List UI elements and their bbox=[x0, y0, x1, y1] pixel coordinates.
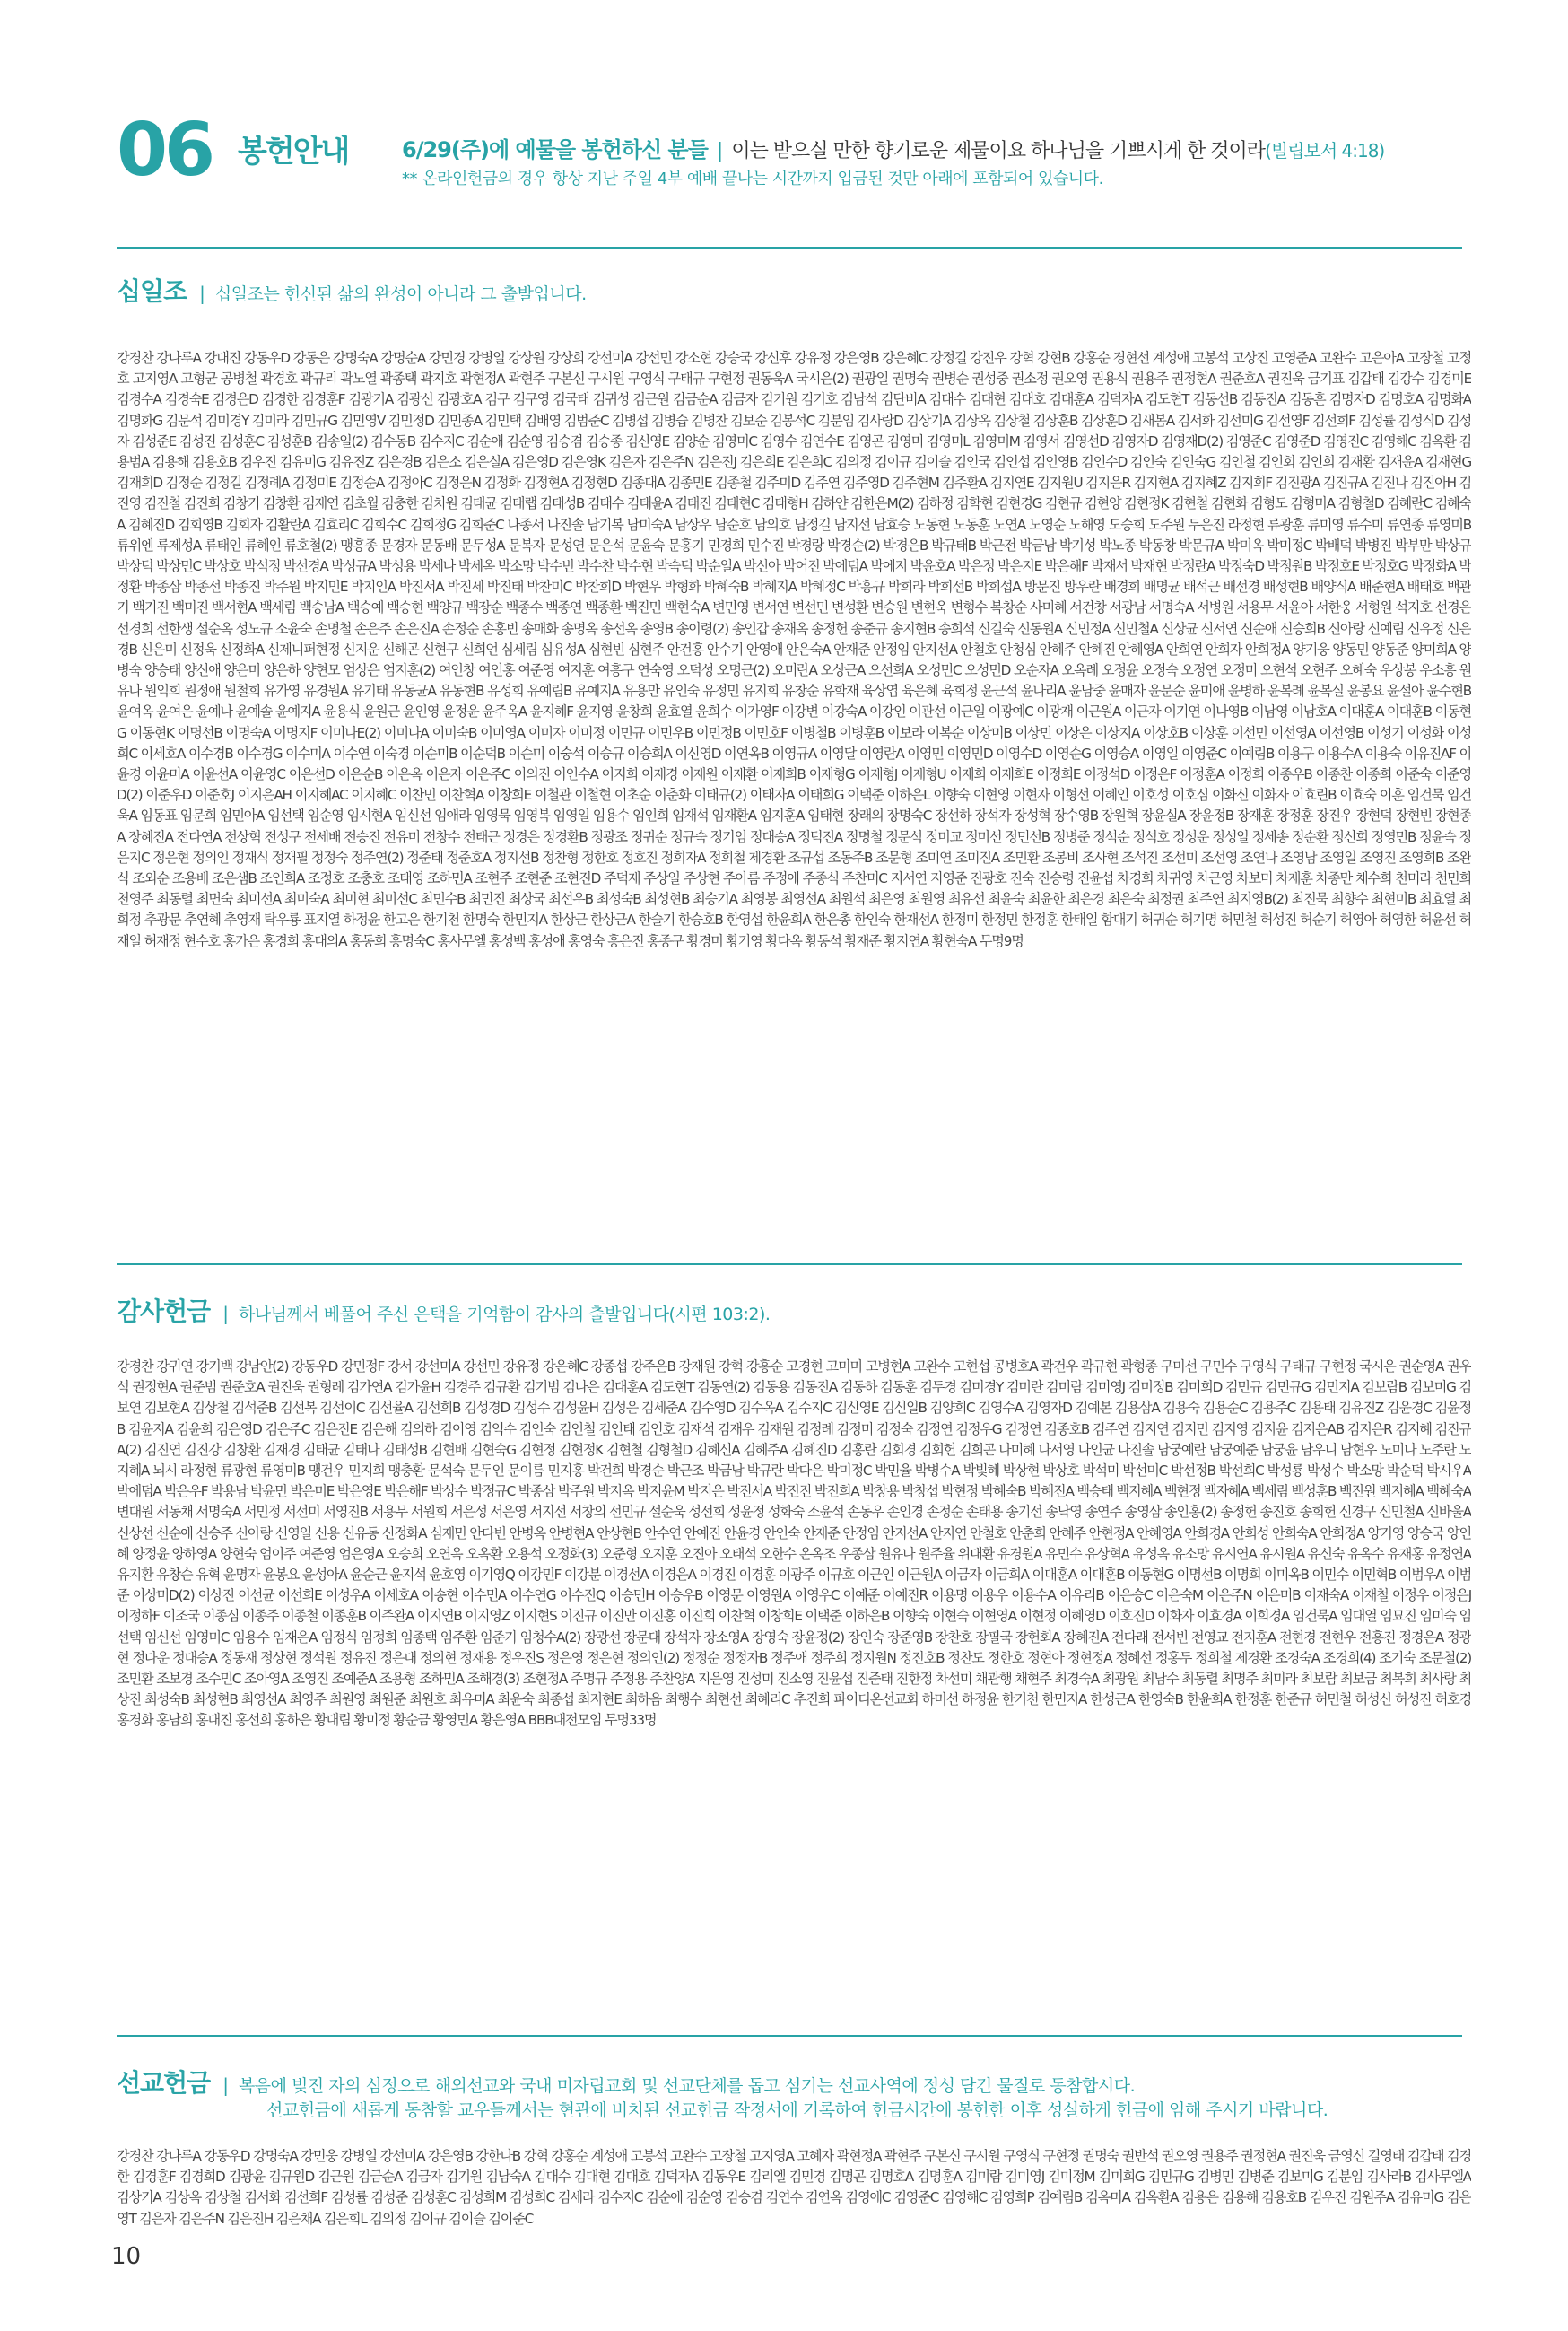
tithe-description: 십일조는 헌신된 삶의 완성이 아니라 그 출발입니다. bbox=[214, 284, 587, 304]
divider-line bbox=[117, 247, 1462, 249]
mission-names: 강경찬 강나루A 강동우D 강명숙A 강민웅 강병일 강선미A 강은영B 강한나B 강혁 강홍순 계성애 고봉석 고완수 고장철 고지영A 고혜자 곽현정A 곽현주 구본신 구시원 구영식 구현정 권명숙 권반석 권오영 권용주 권정현A 권진욱 금영신 길영태 김갑태 김경한 김경훈F 김경희D 김광윤 김규원D 김근원 김금순A 김금자 김기원 김남숙A 김대수 김대현 김대호 김덕자A 김동우E 김리엘 김민경 김명곤 김명호A 김명훈A 김미람 김미영J 김미정M 김미희G 김민규G 김병민 김병준 김보미G 김분임 김사라B 김사무엘A 김상기A 김상옥 김상철 김서화 김선희F 김성률 김성준 김성훈C 김성희M 김성희C 김세라 김수지C 김순애 김순영 김승겸 김연수 김연옥 김영애C 김영준C 김영해C 김영희P 김예림B 김옥미A 김옥환A 김용은 김용해 김용호B 김우진 김원주A 김유미G 김은영T 김은자 김은주N 김은진H 김은채A 김은희L 김의정 김이규 김이슬 김이준C bbox=[117, 2148, 1471, 2227]
mission-separator: | bbox=[222, 2074, 228, 2096]
verse-reference: (빌립보서 4:18) bbox=[1265, 140, 1385, 162]
thanks-title: 감사헌금 bbox=[117, 1296, 211, 1326]
offering-date-line bbox=[402, 132, 1384, 163]
page-number: 10 bbox=[111, 2243, 142, 2270]
mission-description-2: 선교헌금에 새롭게 동참할 교우들께서는 현관에 비치된 선교헌금 작정서에 기록하여 헌금시간에 봉헌한 이후 성실하게 헌금에 임해 주시기 바랍니다. bbox=[266, 2100, 1328, 2120]
header-separator: | bbox=[716, 140, 723, 162]
online-offering-note: ** 온라인헌금의 경우 항상 지난 주일 4부 예배 끝나는 시간까지 입금된 것만 아래에 포함되어 있습니다. bbox=[402, 170, 1103, 188]
section-number: 06 bbox=[117, 108, 213, 193]
tithe-separator: | bbox=[199, 283, 205, 304]
divider-line bbox=[117, 2035, 1462, 2037]
page-header bbox=[117, 108, 1471, 202]
mission-description-1: 복음에 빚진 자의 심정으로 해외선교와 국내 미자립교회 및 선교단체를 돕고 섬기는 선교사역에 정성 담긴 물질로 동참합시다. bbox=[238, 2076, 1136, 2096]
mission-title: 선교헌금 bbox=[117, 2068, 211, 2098]
thanks-names: 강경찬 강귀연 강기백 강남안(2) 강동우D 강민정F 강서 강선미A 강선민 강유정 강은혜C 강종섭 강주은B 강재원 강혁 강홍순 고경현 고미미 고병현A 고완수 고현섭 공병호A 곽건우 곽규현 곽형종 구미선 구민수 구영식 구태규 구현정 국시은 권순영A 권우석 권정현A 권준범 권준호A 권진욱 권형례 김가연A 김가윤H 김경주 김규환 김기범 김나은 김대훈A 김도현T 김동연(2) 김동용 김동진A 김동하 김동훈 김두경 김미경Y 김미란 김미람 김미영J 김미정B 김미희D 김민규 김민규G 김민지A 김보람B 김보미G 김보연 김보현A 김상철 김석준B 김선복 김선이C 김선율A 김선희B 김성경D 김성수 김성윤H 김성은 김세준A 김수영D 김수옥A 김수지C 김신영E 김신일B 김양희C 김영수A 김영자D 김예본 김용삼A 김용숙 김용순C 김용주C 김용태 김유진Z 김윤경C 김윤정B 김윤지A 김윤희 김은영D 김은주C 김은진E 김은해 김의하 김이영 김익수 김인숙 김인철 김인태 김인호 김재석 김재우 김재원 김정례 김정미 김정숙 김정연 김정우G 김정연 김종호B 김주연 김지연 김지민 김지영 김지윤 김지은AB 김지은R 김지혜 김진규A(2) 김진연 김진강 김창환 김재경 김태균 김태나 김태성B 김현배 김현숙G 김현정 김현정K 김현철 김형철D 김혜신A 김혜주A 김혜진D 김홍란 김회경 김회헌 김희곤 나미혜 나서영 나인균 나진솔 남궁예란 남궁예준 남궁윤 남우니 남현우 노미나 노주란 노지혜A 뇌시 라정현 류광현 류영미B 맹건우 민지희 맹충환 문석숙 문두인 문이름 민지홍 박건희 박경순 박근조 박금남 박규란 박다은 박미정C 박민율 박병수A 박빛혜 박상현 박상호 박석미 박선미C 박선정B 박선희C 박성룡 박성수 박소망 박순덕 박시우A 박에덤A 박은우F 박용남 박윤민 박은미E 박은영E 박은해F 박상수 박정규C 박종삼 박주원 박지옥 박지윤M 박지은 박진서A 박진진 박진희A 박창용 박창섭 박현정 박혜숙B 박혜진A 백승태 백지혜A 백현정 백자혜A 백세림 백성훈B 백진원 백지혜A 백혜숙A 변대원 서동채 서명숙A 서민정 서선미 서영진B 서용무 서원희 서은성 서은영 서지선 서창의 선민규 설순욱 성선희 성윤정 성화숙 소윤석 손동우 손인경 손정순 손태용 송기선 송낙영 송연주 송영삼 송인홍(2) 송정헌 송진호 송희헌 신경구 신민철A 신바울A 신상선 신순애 신승주 신아랑 신영일 신용 신유동 신정화A 심재민 안다빈 안병옥 안병현A 안상현B 안수연 안예진 안윤경 안인숙 안재준 안정임 안지선A 안지연 안철호 안춘희 안혜주 안현정A 안혜영A 안희경A 안희성 안희숙A 안희정A 양기영 양승국 양인혜 양정윤 양하영A 양현숙 엄이주 여준영 엄은영A 오승희 오연옥 오옥환 오용석 오정화(3) 오준형 오지훈 오진아 오태석 오한수 온옥조 우종삼 원유나 원주율 위대환 유경원A 유민수 유상혁A 유성옥 유소망 유시연A 유시원A 유신숙 유옥수 유재홍 유정연A 유지환 유창순 유혁 윤명자 윤봉요 윤성아A 윤순근 윤지석 윤호영 이기영Q 이강민F 이강분 이경선A 이경은A 이경진 이경훈 이광주 이규호 이근인 이근원A 이금자 이금희A 이대훈A 이대훈B 이동현G 이명선B 이명희 이미옥B 이민수 이민혁B 이범우A 이범준 이상미D(2) 이상진 이선균 이선희E 이성우A 이세호A 이송현 이수민A 이수연G 이수진Q 이승민H 이승우B 이영문 이영원A 이영우C 이예준 이예진R 이용명 이용우 이용수A 이유리B 이은승C 이은숙M 이은주N 이은미B 이재숙A 이재철 이정우 이정은J 이정하F 이조국 이종심 이종주 이종철 이종훈B 이주완A 이지연B 이지영Z 이지현S 이진규 이진만 이진홍 이진희 이찬혁 이창희E 이택준 이하은B 이향숙 이현숙 이현영A 이현정 이혜영D 이호진D 이화자 이효경A 이희경A 임건묵A 임대열 임묘진 임미숙 임선택 임신선 임영미C 임용수 임재은A 임정식 임정희 임종택 임주환 임준기 임청수A(2) 장광선 장문대 장석자 장소영A 장영숙 장윤정(2) 장인숙 장준영B 장찬호 장필국 장헌회A 장혜진A 전다래 전서빈 전영교 전지훈A 전현경 전현우 전홍진 정경은A 정광현 정다운 정대승A 정동재 정상현 정석원 정유진 정은대 정의현 정재용 정우진S 정은영 정은현 정의인(2) 정정순 정정자B 정주애 정주희 정지원N 정진호B 정찬도 정한호 정현아 정현정A 정혜선 정홍두 정희철 제경환 조경숙A 조경희(4) 조기숙 조문철(2) 조민환 조보경 조수민C 조아영A 조영진 조예준A 조용형 조하민A 조해경(3) 조현정A 주명규 주정용 주찬양A 지은영 진성미 진소영 진윤섭 진준태 진한정 차선미 채관행 채현주 최경숙A 최광원 최남수 최동렬 최명주 최미라 최보람 최보금 최복희 최사랑 최상진 최성숙B 최성현B 최영선A 최영주 최원영 최원준 최원호 최유미A 최윤숙 최종섭 최지현E 최하음 최행수 최현선 최혜리C 추진희 파이디온선교회 하미선 하정윤 한기천 한민지A 한성근A 한영숙B 한윤희A 한정훈 한준규 허민철 허성신 허성진 허호경 홍경화 홍남희 홍대진 홍선희 홍하은 황대림 황미정 황순금 황영민A 황은영A BBB대전모임 무명33명 bbox=[117, 1358, 1471, 1729]
page-title: 봉헌안내 bbox=[238, 134, 349, 170]
offering-date-title: 6/29(주)에 예물을 봉헌하신 분들 bbox=[402, 137, 708, 162]
tithe-section-title bbox=[117, 272, 587, 308]
thanks-description: 하나님께서 베풀어 주신 은택을 기억함이 감사의 출발입니다(시편 103:2). bbox=[238, 1305, 771, 1324]
thanks-section-title bbox=[117, 1292, 770, 1328]
mission-section-title bbox=[117, 2064, 1135, 2100]
tithe-names: 강경찬 강나루A 강대진 강동우D 강동은 강명숙A 강명순A 강민경 강병일 강상원 강상희 강선미A 강선민 강소현 강승국 강신후 강유정 강은영B 강은혜C 강정길 강진우 강혁 강현B 강홍순 경현선 계성애 고봉석 고상진 고영준A 고완수 고은아A 고장철 고정호 고지영A 고형균 공병철 곽경호 곽규리 곽노열 곽종택 곽지호 곽현정A 곽현주 구본신 구시원 구영식 구태규 구현정 권동욱A 국시은(2) 권광일 권명숙 권병순 권성중 권소정 권오영 권용식 권용주 권정현A 권준호A 권진욱 금기표 김갑태 김강수 김경미E 김경수A 김경숙E 김경은D 김경한 김경훈F 김광기A 김광신 김광호A 김구 김구영 김국태 김귀성 김근원 김금순A 김금자 김기원 김기호 김남석 김단비A 김대수 김대현 김대호 김대훈A 김덕자A 김도현T 김동선B 김동진A 김동훈 김명자D 김명호A 김명화A 김명화G 김문석 김미경Y 김미라 김민규G 김민영V 김민정D 김민종A 김민택 김배영 김범준C 김병섭 김병습 김병찬 김보순 김봉석C 김분임 김사랑D 김상기A 김상옥 김상철 김상훈B 김상훈D 김새봄A 김서화 김선미G 김선영F 김선희F 김성률 김성식D 김성자 김성준E 김성진 김성훈C 김성훈B 김송일(2) 김수동B 김수지C 김순애 김순영 김승겸 김승종 김신영E 김양순 김영미C 김영수 김연수E 김영곤 김영미 김영미L 김영미M 김영서 김영선D 김영자D 김영재D(2) 김영준C 김영준D 김영진C 김영해C 김옥환 김용범A 김용해 김용호B 김우진 김유미G 김유진Z 김은경B 김은소 김은실A 김은영D 김은영K 김은자 김은주N 김은진J 김은희E 김은희C 김의정 김이규 김이슬 김인국 김인섭 김인영B 김인수D 김인숙 김인숙G 김인철 김인회 김인희 김재환 김재윤A 김재현G 김재희D 김정순 김정길 김정례A 김정미E 김정순A 김정아C 김정은N 김정화 김정현A 김정현D 김종대A 김종민E 김종철 김주미D 김주연 김주영D 김주현M 김주환A 김지연E 김지원U 김지은R 김지현A 김지혜Z 김지희F 김진광A 김진규A 김진나 김진아H 김진영 김진철 김진희 김창기 김창환 김재연 김초월 김충한 김치원 김태균 김태랩 김태성B 김태수 김태윤A 김태진 김태현C 김태형H 김하얀 김한은M(2) 김하정 김학현 김현경G 김현규 김현양 김현정K 김현철 김현화 김형도 김형미A 김형철D 김혜란C 김혜숙A 김혜진D 김회영B 김회자 김활란A 김효리C 김희수C 김희정G 김희준C 나종서 나진솔 남기복 남미숙A 남상우 남순호 남의호 남정길 남지선 남효승 노동현 노동훈 노연A 노영순 노해영 도승희 도주원 두은진 라정현 류광훈 류미영 류수미 류연종 류영미B 류위엔 류제성A 류태인 류혜인 류호철(2) 맹흥종 문경자 문동배 문두성A 문복자 문성연 문은석 문윤숙 문홍기 민경희 민수진 박경랑 박경순(2) 박경은B 박규태B 박근전 박금남 박기성 박노종 박동창 박문규A 박미옥 박미정C 박배덕 박병진 박부만 박상규 박상덕 박상민C 박상호 박석정 박선경A 박성규A 박성용 박세나 박세옥 박소망 박수빈 박수찬 박수현 박숙덕 박순일A 박신아 박어진 박에덤A 박에지 박윤호A 박은정 박은지E 박은해F 박재서 박재현 박정란A 박정숙D 박정원B 박정호E 박정호G 박정화A 박정환 박종삼 박종선 박종진 박주원 박지민E 박지인A 박진서A 박진세 박진태 박찬미C 박찬희D 박현우 박형화 박혜숙B 박혜지A 박혜정C 박홍규 박희라 박희선B 박희섭A 방문진 방우란 배경희 배명균 배석근 배선경 배성현B 배양식A 배준현A 배태호 백관기 백기진 백미진 백서현A 백세림 백승남A 백승예 백승현 백양규 백장순 백종수 백종연 백종환 백진민 백현숙A 변민영 변서연 변선민 변성환 변승원 변현욱 변형수 복창순 사미혜 서건창 서광남 서명숙A 서병원 서용무 서윤아 서한웅 서형원 석지호 선경은 선경희 선한생 설순옥 성노규 소윤숙 손명철 손은주 손은진A 손정순 손홍빈 송매화 송명옥 송선옥 송영B 송이령(2) 송인갑 송재옥 송정헌 송준규 송지현B 송희석 신길숙 신동원A 신민정A 신민철A 신상균 신서연 신순애 신승희B 신아랑 신예림 신유정 신은경B 신은미 신정욱 신정화A 신제니퍼현정 신지운 신해곤 신현구 신희언 심세림 심유성A 심현빈 심현주 안건홍 안수기 안영애 안은숙A 안재준 안정임 안지선A 안철호 안청심 안혜주 안혜진 안혜영A 안희연 안희자 안희정A 양기웅 양동민 양동준 양미희A 양병숙 양승태 양신애 양은미 양은하 양현모 엄상은 엄지훈(2) 여인창 여인홍 여준영 여지훈 여흥구 연숙영 오덕성 오명근(2) 오미란A 오상근A 오선희A 오성민C 오성민D 오순자A 오옥례 오정윤 오정숙 오정연 오정미 오현석 오현주 오혜숙 우상봉 우소흥 원유나 원익희 원정애 원철희 유가영 유경원A 유기태 유동균A 유동현B 유성희 유예림B 유예지A 유용만 유인숙 유정민 유지희 유창순 유학재 육상엽 육은혜 육희정 윤근석 윤나리A 윤남중 윤매자 윤문순 윤미애 윤병하 윤복례 윤복실 윤봉요 윤설아 윤수현B 윤여옥 윤여은 윤예나 윤예솔 윤예지A 윤용식 윤원근 윤인영 윤정윤 윤주옥A 윤지혜F 윤지영 윤창희 윤효열 윤희수 이가영F 이강변 이강숙A 이강인 이관선 이근일 이광예C 이광재 이근원A 이근자 이기연 이나영B 이남영 이남호A 이대훈A 이대훈B 이동현G 이동현K 이명선B 이명숙A 이명지F 이미나E(2) 이미나A 이미숙B 이미영A 이미자 이미정 이민규 이민우B 이민정B 이민호F 이병철B 이병훈B 이보라 이복순 이상미B 이상민 이상은 이상지A 이상호B 이상훈 이선민 이선영A 이선영B 이성기 이성화 이성희C 이세호A 이수경B 이수경G 이수미A 이수연 이숙경 이순미B 이순덕B 이순미 이숭석 이승규 이승희A 이신영D 이연옥B 이영규A 이영달 이영란A 이영민 이영민D 이영수D 이영순G 이영승A 이영일 이영준C 이예림B 이용구 이용수A 이용숙 이유진AF 이윤경 이윤미A 이윤선A 이윤영C 이은선D 이은순B 이은옥 이은자 이은주C 이의진 이인수A 이지희 이재경 이재원 이재환 이재희B 이재형G 이재형J 이재형U 이재희 이재희E 이정희E 이정석D 이정은F 이정훈A 이정희 이종우B 이종찬 이종희 이준숙 이준영D(2) 이준우D 이준호J 이지은AH 이지혜AC 이지혜C 이찬민 이찬혁A 이창희E 이철관 이철현 이초순 이춘화 이태규(2) 이태자A 이태희G 이택준 이하은L 이향숙 이현영 이현자 이형선 이혜인 이호성 이호심 이화신 이화자 이효린B 이효숙 이훈 임건묵 임건욱A 임동표 임문희 임민아A 임선택 임순영 임시현A 임신선 임애라 임영묵 임영복 임영일 임용수 임인희 임재석 임재환A 임지훈A 임태현 장래의 장명숙C 장선하 장석자 장성혁 장수영B 장원혁 장윤실A 장윤정B 장재훈 장정훈 장진우 장현덕 장현빈 장현종A 장혜진A 전다연A 전상혁 전성구 전세배 전승진 전유미 전창수 전태근 정경은 정경환B 정광조 정귀순 정규숙 정기임 정대승A 정덕진A 정명철 정문석 정미교 정미선 정민선B 정병준 정석순 정석호 정성운 정성일 정세송 정순환 정신희 정영민B 정윤숙 정은지C 정은현 정의인 정재식 정재필 정정숙 정주연(2) 정준태 정준호A 정지선B 정찬형 정한호 정호진 정희자A 정희철 제경환 조규섭 조동주B 조문형 조미연 조미진A 조민환 조봉비 조사현 조석진 조선미 조선영 조연나 조영남 조영일 조영진 조영희B 조완식 조외순 조용배 조은샘B 조인희A 조정호 조충호 조태영 조하민A 조현주 조현준 조현진D 주덕재 주상일 주상현 주아름 주정애 주종식 주찬미C 지서연 지영준 진광호 진숙 진승령 진윤섭 차경희 차귀영 차근영 차보미 차재훈 차종만 채수희 천미라 천민희 천영주 최동렬 최면숙 최미선A 최미숙A 최미현 최미선C 최민수B 최민진 최상국 최선우B 최성숙B 최성현B 최승기A 최영봉 최영선A 최원석 최은영 최원영 최유선 최윤숙 최윤한 최은경 최은숙 최정권 최주연 최지영B(2) 최진묵 최향수 최현미B 최효열 최희정 추광문 추연혜 추영재 탁우룡 표지열 하정윤 한고운 한기천 한명숙 한민지A 한상근 한상근A 한슬기 한승호B 한영섭 한윤희A 한은총 한인숙 한재선A 한정미 한정민 한정훈 한태일 함대기 허귀순 허기명 허민철 허성진 허순기 허영아 허영한 허윤선 허재일 허재정 현수호 홍가은 홍경희 홍대의A 홍동희 홍명숙C 홍사무엘 홍성백 홍성애 홍영숙 홍은진 홍종구 황경미 황기영 황다옥 황동석 황재준 황지연A 황현숙A 무명9명 bbox=[117, 350, 1471, 949]
thanks-separator: | bbox=[222, 1303, 228, 1324]
tithe-title: 십일조 bbox=[117, 276, 187, 306]
divider-line bbox=[117, 1263, 1462, 1265]
verse-text: 이는 받으실 만한 향기로운 제물이요 하나님을 기쁘시게 한 것이라 bbox=[731, 140, 1266, 162]
